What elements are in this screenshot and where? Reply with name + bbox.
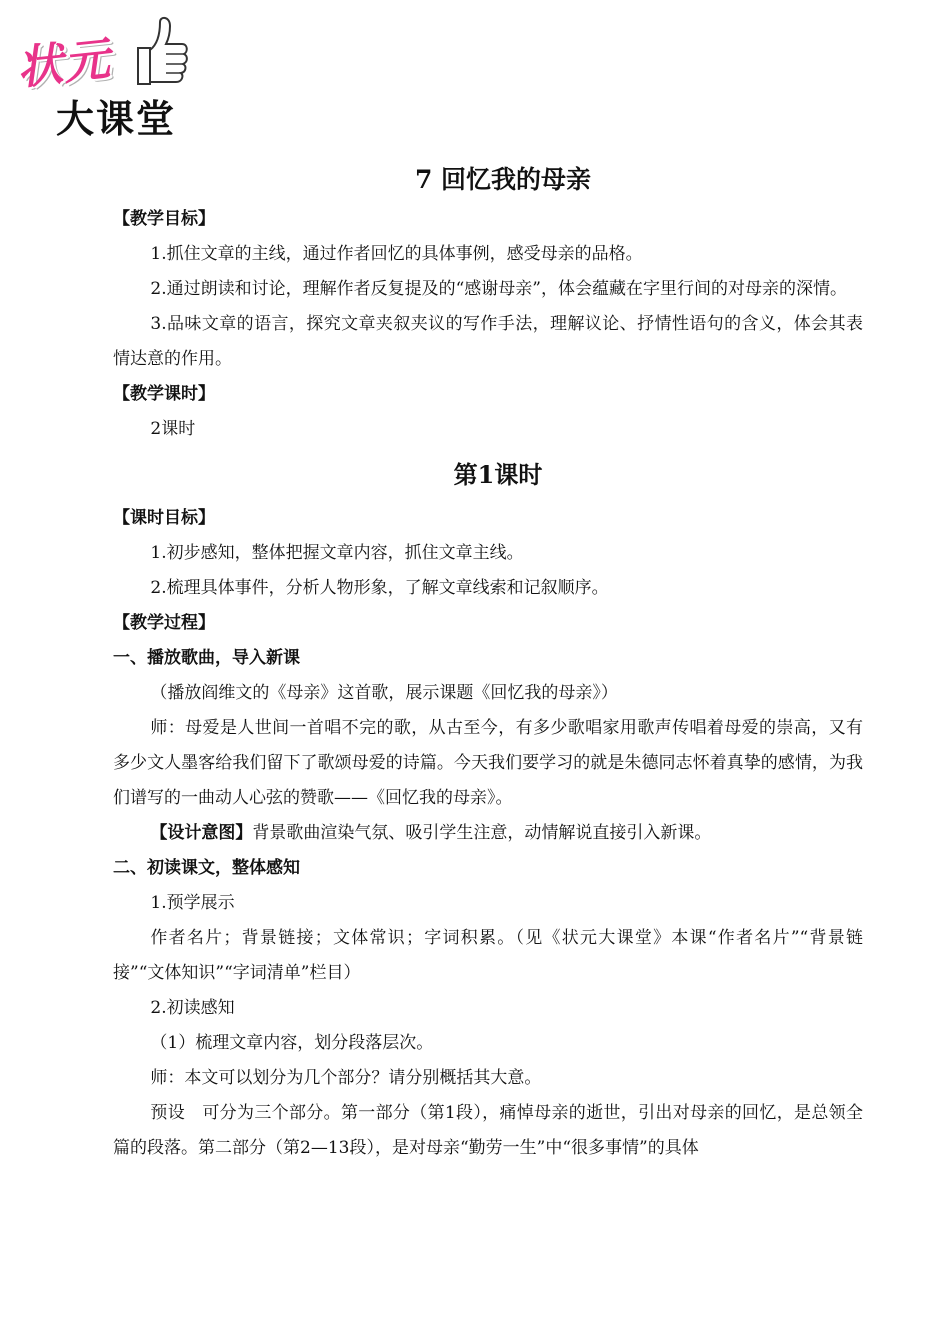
part2-sub1-text: 作者名片；背景链接；文体常识；字词积累。（见《状元大课堂》本课“作者名片”“背景链接”“文体知识”“字词清单”栏目） — [113, 928, 863, 983]
design-intent-label: 【设计意图】 — [150, 823, 253, 843]
brand-logo — [14, 14, 193, 141]
lesson-goal-item: 2.梳理具体事件，分析人物形象，了解文章线索和记叙顺序。 — [150, 578, 609, 598]
page-title: 7 回忆我的母亲 — [414, 165, 592, 194]
objective-item: 1.抓住文章的主线，通过作者回忆的具体事例，感受母亲的品格。 — [150, 244, 643, 264]
part2-sub1: 1.预学展示 — [150, 893, 235, 913]
part2-heading: 二、初读课文，整体感知 — [113, 858, 300, 878]
objective-item: 2.通过朗读和讨论，理解作者反复提及的“感谢母亲”，体会蕴藏在字里行间的对母亲的深情。 — [150, 279, 847, 299]
part2-preset: 预设 可分为三个部分。第一部分（第1段），痛悼母亲的逝世，引出对母亲的回忆，是总领全篇的段落。第二部分（第2—13段），是对母亲“勤劳一生”中“很多事情”的具体 — [113, 1103, 863, 1158]
thumbs-up-icon — [130, 14, 190, 86]
lesson-goal-item: 1.初步感知，整体把握文章内容，抓住文章主线。 — [150, 543, 524, 563]
objectives-heading: 【教学目标】 — [113, 209, 215, 229]
logo-text-pink: 状元 — [14, 31, 114, 96]
design-intent-text: 背景歌曲渲染气氛、吸引学生注意，动情解说直接引入新课。 — [252, 823, 712, 843]
hours-heading: 【教学课时】 — [113, 384, 215, 404]
hours-value: 2课时 — [150, 419, 196, 439]
part2-teacher-question: 师：本文可以划分为几个部分？请分别概括其大意。 — [150, 1068, 542, 1088]
objective-item: 3.品味文章的语言，探究文章夹叙夹议的写作手法，理解议论、抒情性语句的含义，体会其表情达意的作用。 — [113, 314, 863, 369]
part2-question1: （1）梳理文章内容，划分段落层次。 — [150, 1033, 434, 1053]
part1-heading: 一、播放歌曲，导入新课 — [113, 648, 300, 668]
part1-teacher: 师：母爱是人世间一首唱不完的歌，从古至今，有多少歌唱家用歌声传唱着母爱的崇高，又有多少文人墨客给我们留下了歌颂母爱的诗篇。今天我们要学习的就是朱德同志怀着真挚的感情，为我们谱写的一曲动人心弦的赞歌——《回忆我的母亲》。 — [113, 718, 863, 808]
lesson-goals-heading: 【课时目标】 — [113, 508, 215, 528]
part2-sub2: 2.初读感知 — [150, 998, 235, 1018]
document-body — [113, 160, 863, 1166]
logo-text-black: 大课堂 — [56, 97, 177, 141]
lesson-title: 第1课时 — [453, 460, 543, 489]
design-intent — [113, 816, 863, 851]
process-heading: 【教学过程】 — [113, 613, 215, 633]
part1-note: （播放阎维文的《母亲》这首歌，展示课题《回忆我的母亲》） — [150, 683, 618, 703]
